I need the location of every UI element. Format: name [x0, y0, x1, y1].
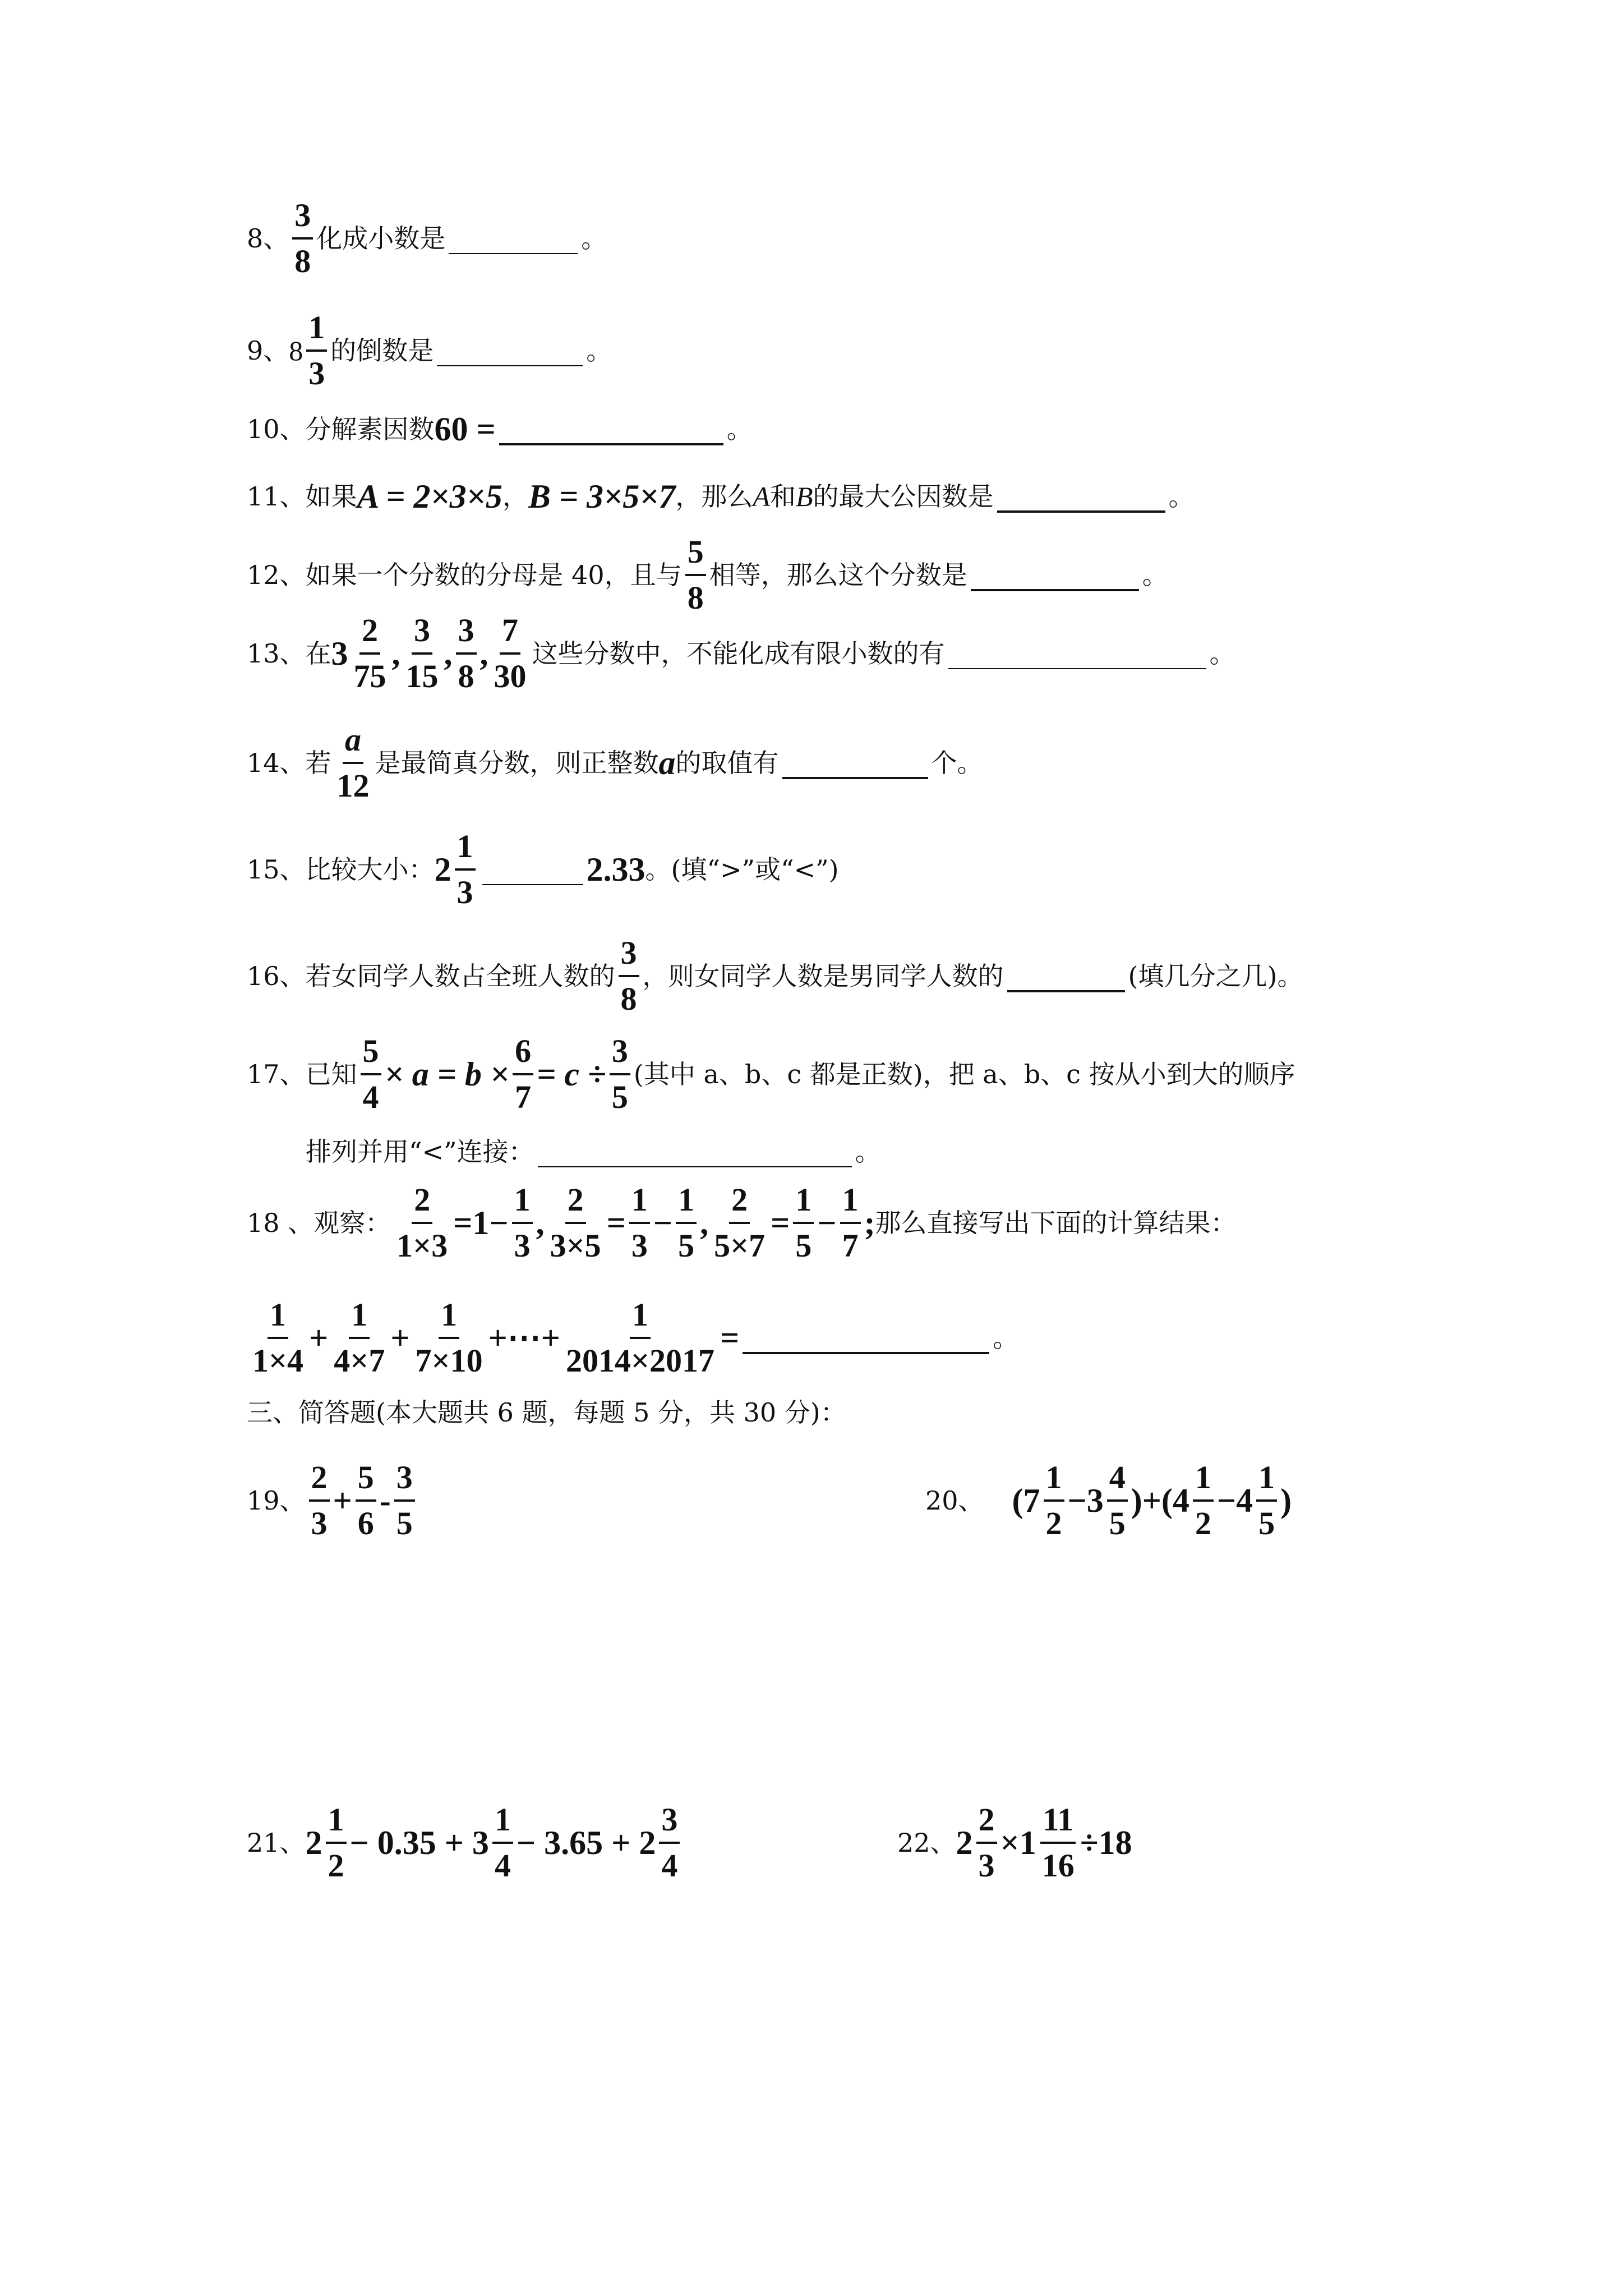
question-22: 22、 2 $\frac{2}{3}$ ×1 $\frac{11}{16}$ ÷18 [897, 1801, 1132, 1884]
q14-fraction: $\frac{a}{12}$ [336, 721, 370, 804]
question-17: 17、 已知 $\frac{5}{4}$ × a = b × $\frac{6}{7}$ = c ÷ $\frac{3}{5}$ (其中 a、b、c 都是正数)，把 a、b、c 按从小到大的顺序 [247, 1033, 1295, 1115]
question-13: 13、 在 3 $\frac{2}{75}$ , $\frac{3}{15}$ , $\frac{3}{8}$ , $\frac{7}{30}$ 这些分数中，不能化成有限小数的有 。 [247, 612, 1235, 694]
q14-answer-blank[interactable] [782, 747, 928, 779]
question-12: 12、 如果一个分数的分母是 40，且与 $\frac{5}{8}$ 相等，那么这个分数是 。 [247, 533, 1168, 616]
question-18: 18 、 观察： $\frac{2}{1\times 3}$ = 1 − $\frac{1}{3}$ , $\frac{2}{3\times 5}$ = $\frac{1}{3}$ − $\frac{1}{5}$ , $\frac{2}{5\times 7}$ = $\frac{1}{5}$ − $\frac{1}{7}$ ; 那么直接写出下面的计算结果： [247, 1181, 1237, 1264]
q17-fraction-1: $\frac{5}{4}$ [361, 1035, 381, 1114]
q8-fraction: $\frac{3}{8}$ [292, 199, 313, 278]
q18-sum-term-4: $\frac{1}{2014\times 2017}$ [565, 1296, 715, 1379]
q18-sum-term-3: $\frac{1}{7\times 10}$ [415, 1296, 483, 1379]
q12-number: 12、 [247, 560, 306, 590]
q15-fraction: $\frac{1}{3}$ [455, 830, 476, 909]
q13-fraction-4: $\frac{7}{30}$ [494, 612, 527, 694]
q16-number: 16、 [247, 961, 306, 991]
q15-number: 15、 [247, 854, 306, 885]
q13-number: 13、 [247, 638, 306, 669]
q13-fraction-1: $\frac{2}{75}$ [353, 612, 386, 694]
q18-number: 18 、 [247, 1208, 314, 1238]
q20-number: 20、 [925, 1485, 984, 1516]
q18-fraction-4: $\frac{1}{3}$ [629, 1184, 650, 1262]
q17-fraction-2: $\frac{6}{7}$ [513, 1035, 533, 1114]
section-3-title: 三、简答题(本大题共 6 题，每题 5 分，共 30 分)： [247, 1397, 846, 1428]
q18-fraction-7: $\frac{1}{5}$ [793, 1184, 814, 1262]
q20-fraction-1: $\frac{1}{2}$ [1044, 1461, 1064, 1540]
q8-number: 8、 [247, 223, 289, 254]
question-20: 20、 (7 $\frac{1}{2}$ −3 $\frac{4}{5}$ )+(4 $\frac{1}{2}$ −4 $\frac{1}{5}$ ) [925, 1459, 1292, 1542]
question-21: 21、 2 $\frac{1}{2}$ − 0.35 + 3 $\frac{1}{4}$ − 3.65 + 2 $\frac{3}{4}$ [247, 1803, 683, 1882]
q22-number: 22、 [897, 1828, 956, 1858]
q18-fraction-1: $\frac{2}{1\times 3}$ [396, 1181, 448, 1264]
q16-answer-blank[interactable] [1007, 960, 1125, 992]
question-9: 9、 8 $\frac{1}{3}$ 的倒数是 。 [247, 309, 612, 392]
q11-expr-b: B = 3×5×7 [528, 478, 676, 515]
q9-number: 9、 [247, 335, 289, 366]
q18-fraction-2: $\frac{1}{3}$ [512, 1184, 533, 1262]
q19-number: 19、 [247, 1485, 306, 1516]
q18-fraction-6: $\frac{2}{5\times 7}$ [714, 1181, 766, 1264]
question-14: 14、 若 $\frac{a}{12}$ 是最简真分数，则正整数 a 的取值有 个。 [247, 721, 983, 804]
q10-answer-blank[interactable] [499, 413, 723, 445]
q21-fraction-2: $\frac{1}{4}$ [492, 1803, 513, 1882]
q20-fraction-3: $\frac{1}{2}$ [1193, 1461, 1214, 1540]
q11-number: 11、 [247, 481, 306, 512]
q17-answer-blank[interactable] [538, 1136, 852, 1167]
q20-fraction-2: $\frac{4}{5}$ [1107, 1461, 1128, 1540]
q15-answer-blank[interactable] [482, 854, 583, 885]
q18-fraction-3: $\frac{2}{3\times 5}$ [550, 1181, 601, 1264]
q19-fraction-2: $\frac{5}{6}$ [356, 1461, 376, 1540]
q16-fraction: $\frac{3}{8}$ [619, 937, 639, 1015]
question-18-sum: $\frac{1}{1\times 4}$ + $\frac{1}{4\times 7}$ + $\frac{1}{7\times 10}$ +⋯+ $\frac{1}{2014\times 2017}$ = 。 [247, 1299, 1018, 1377]
q21-fraction-3: $\frac{3}{4}$ [659, 1803, 680, 1882]
question-19: 19、 $\frac{2}{3}$ + $\frac{5}{6}$ - $\frac{3}{5}$ [247, 1461, 418, 1540]
q22-fraction-1: $\frac{2}{3}$ [976, 1803, 997, 1882]
q21-number: 21、 [247, 1828, 306, 1858]
q19-fraction-3: $\frac{3}{5}$ [394, 1461, 415, 1540]
q9-fraction: $\frac{1}{3}$ [306, 311, 327, 390]
q13-answer-blank[interactable] [948, 638, 1206, 669]
q11-answer-blank[interactable] [997, 480, 1165, 513]
question-15: 15、 比较大小： 2 $\frac{1}{3}$ 2.33 。(填“>”或“<”) [247, 828, 839, 910]
q13-fraction-2: $\frac{3}{15}$ [405, 612, 439, 694]
q18-sum-term-1: $\frac{1}{1\times 4}$ [252, 1296, 304, 1379]
q11-expr-a: A = 2×3×5 [357, 478, 502, 515]
q21-fraction-1: $\frac{1}{2}$ [326, 1803, 347, 1882]
q14-number: 14、 [247, 748, 306, 778]
q22-fraction-2: $\frac{11}{16}$ [1040, 1803, 1077, 1882]
q20-fraction-4: $\frac{1}{5}$ [1256, 1461, 1277, 1540]
q17-fraction-3: $\frac{3}{5}$ [610, 1035, 630, 1114]
question-10: 10、 分解素因数 60 = 。 [247, 411, 753, 448]
q18-fraction-8: $\frac{1}{7}$ [840, 1184, 861, 1262]
q18-answer-blank[interactable] [743, 1322, 989, 1354]
q12-fraction: $\frac{5}{8}$ [685, 536, 706, 614]
q17-number: 17、 [247, 1059, 306, 1089]
q18-fraction-5: $\frac{1}{5}$ [676, 1184, 697, 1262]
question-8: 8、 $\frac{3}{8}$ 化成小数是 。 [247, 197, 607, 279]
q18-sum-term-2: $\frac{1}{4\times 7}$ [334, 1296, 385, 1379]
question-11: 11、 如果 A = 2×3×5 ， B = 3×5×7 ，那么 A 和 B 的最大公因数是 。 [247, 478, 1195, 515]
question-17-line-2: 排列并用“<”连接： 。 [306, 1137, 881, 1167]
q10-expression: 60 = [434, 411, 496, 448]
q8-answer-blank[interactable] [449, 223, 578, 254]
q12-answer-blank[interactable] [971, 559, 1139, 591]
q10-text: 分解素因数 [305, 414, 435, 444]
q8-text: 化成小数是 [316, 223, 446, 254]
q9-answer-blank[interactable] [437, 335, 583, 366]
q9-text: 的倒数是 [330, 335, 434, 366]
q13-fraction-3: $\frac{3}{8}$ [456, 614, 477, 693]
question-16: 16、 若女同学人数占全班人数的 $\frac{3}{8}$ ，则女同学人数是男同学人数的 (填几分之几)。 [247, 935, 1303, 1017]
q10-number: 10、 [247, 414, 306, 444]
q19-fraction-1: $\frac{2}{3}$ [309, 1461, 330, 1540]
